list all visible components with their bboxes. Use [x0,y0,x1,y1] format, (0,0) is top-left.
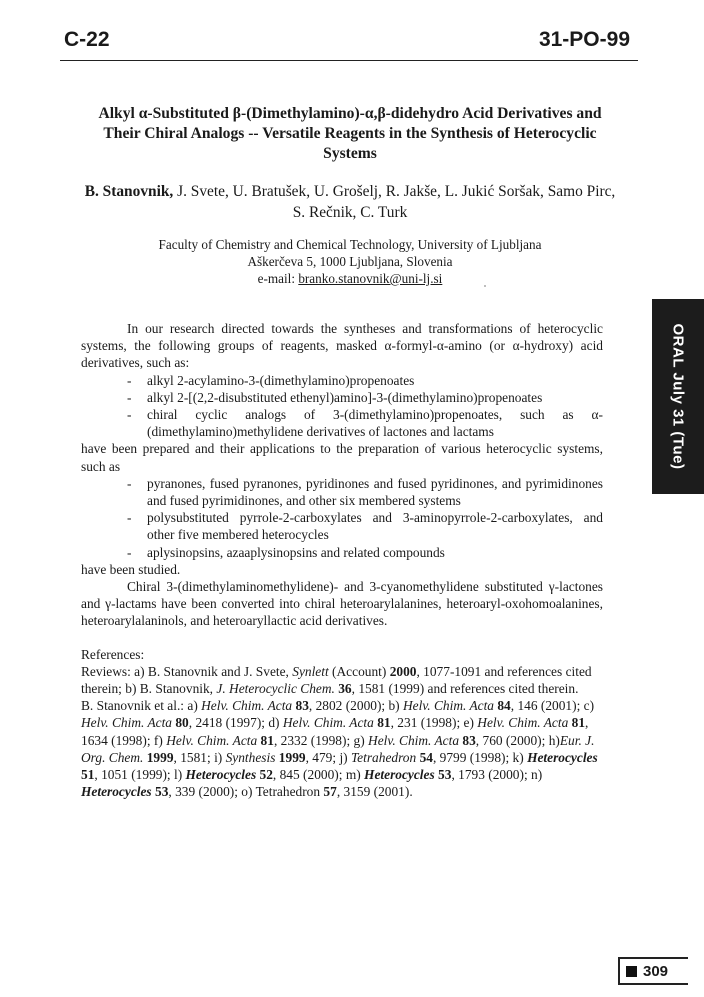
reference-item: f) Helv. Chim. Acta 81, 2332 (1998); [153,732,354,748]
reviews-reference: Reviews: a) B. Stanovnik and J. Svete, Synlett (Account) 2000, 1077-1091 and references cited therein; b) B. Stanovnik, J. Heterocyclic Chem. 36, 1581 (1999) and references cited therein. [81,663,592,697]
page-number: 309 [643,962,669,980]
reference-item: e) Helv. Chim. Acta 81, 1634 (1998); [81,715,589,748]
affiliation-email-line [80,270,620,287]
affiliation [80,236,620,287]
reference-item: k) Heterocycles 51, 1051 (1999); [81,749,598,783]
reference-list: B. Stanovnik et al.: a) Helv. Chim. Acta 83, 2802 (2000); b) Helv. Chim. Acta 84, 146 (2001); c) Helv. Chim. Acta 80, 2418 (1997); d) Helv. Chim. Acta 81, 231 (1998); e) Helv. Chim. Acta 81, 1634 (1998); f) Helv. Chim. Acta 81, 2332 (1998); g) Helv. Chim. Acta 83, 760 (2000); h)Eur. J. Org. Chem. 1999, 1581; i) Synthesis 1999, 479; j) Tetrahedron 54, 9799 (1998); k) Heterocycles 51, 1051 (1999); l) Heterocycles 52, 845 (2000); m) Heterocycles 53, 1793 (2000); n) Heterocycles 53, 339 (2000); o) Tetrahedron 57, 3159 (2001). [81,698,598,800]
reference-item: l) Heterocycles 52, 845 (2000); [173,767,346,783]
session-label: ORAL July 31 (Tue) [669,323,687,470]
references [81,646,603,801]
reference-item: d) Helv. Chim. Acta 81, 231 (1998); [268,715,464,731]
chiral-paragraph: Chiral 3-(dimethylaminomethylidene)- and 3-cyanomethylidene substituted γ-lactones and γ-lactams have been converted into chiral heteroarylalanines, heteroaryl-oxohomoalanines, heteroarylalaninols, and heteroaryllactic acid derivatives. [81,579,603,629]
reference-item: g) Helv. Chim. Acta 83, 760 (2000); [353,732,549,748]
reference-item: o) Tetrahedron 57, 3159 (2001). [241,784,413,800]
reference-item: a) Helv. Chim. Acta 83, 2802 (2000); [187,698,389,714]
system-item: - aplysinopsins, azaaplysinopsins and related compounds [127,544,445,560]
square-bullet-icon [626,966,637,977]
reagent-item: - chiral cyclic analogs of 3-(dimethylamino)propenoates, such as α-(dimethylamino)methylidene derivatives of lactones and lactams [127,407,603,440]
scan-speck [484,285,486,287]
references-heading: References: [81,646,145,662]
reference-item: j) Tetrahedron 54, 9799 (1998); [339,749,513,765]
author-list [80,181,620,223]
system-item: - polysubstituted pyrrole-2-carboxylates and 3-aminopyrrole-2-carboxylates, and other five membered heterocycles [127,510,603,543]
reagent-item: - alkyl 2-[(2,2-disubstituted ethenyl)amino]-3-(dimethylamino)propenoates [127,389,543,405]
header-code-left: C-22 [64,28,110,51]
reference-item: i) Synthesis 1999, 479; [214,749,340,765]
lead-author: B. Stanovnik, [84,183,174,200]
page-number-box [618,957,688,985]
paper-title: Alkyl α-Substituted β-(Dimethylamino)-α,β-didehydro Acid Derivatives and Their Chiral Analogs -- Versatile Reagents in the Synthesis of Heterocyclic Systems [98,105,602,162]
reagent-item: - alkyl 2-acylamino-3-(dimethylamino)propenoates [127,372,415,388]
reference-item: m) Heterocycles 53, 1793 (2000); [345,767,532,783]
intro-paragraph: In our research directed towards the syntheses and transformations of heterocyclic systems, the following groups of reagents, masked α-formyl-α-amino (or α-hydroxy) acid derivatives, such as: [81,321,603,371]
email-label: e-mail: [257,271,299,286]
affiliation-line2: Aškerčeva 5, 1000 Ljubljana, Slovenia [247,254,453,269]
reference-item: n) Heterocycles 53, 339 (2000); [81,767,543,800]
header-rule [60,60,638,61]
co-authors: J. Svete, U. Bratušek, U. Grošelj, R. Jakše, L. Jukić Soršak, Samo Pirc, S. Rečnik, C. Turk [173,183,616,221]
session-side-tab [652,299,704,494]
reference-item: b) Helv. Chim. Acta 84, 146 (2001); [388,698,584,714]
abstract-body [81,320,603,800]
email-link[interactable]: branko.stanovnik@uni-lj.si [298,271,443,286]
system-item: - pyranones, fused pyranones, pyridinones and fused pyridinones, and pyrimidinones and fused pyrimidinones, and other six membered systems [127,475,603,509]
studied-line: have been studied. [81,561,181,577]
affiliation-line1: Faculty of Chemistry and Chemical Technology, University of Ljubljana [158,237,542,252]
reference-item: c) Helv. Chim. Acta 80, 2418 (1997); [81,698,595,731]
mid-paragraph: have been prepared and their applications to the preparation of various heterocyclic systems, such as [81,441,603,474]
reference-item: h)Eur. J. Org. Chem. 1999, 1581; [81,732,595,765]
header-code-right: 31-PO-99 [538,28,630,51]
